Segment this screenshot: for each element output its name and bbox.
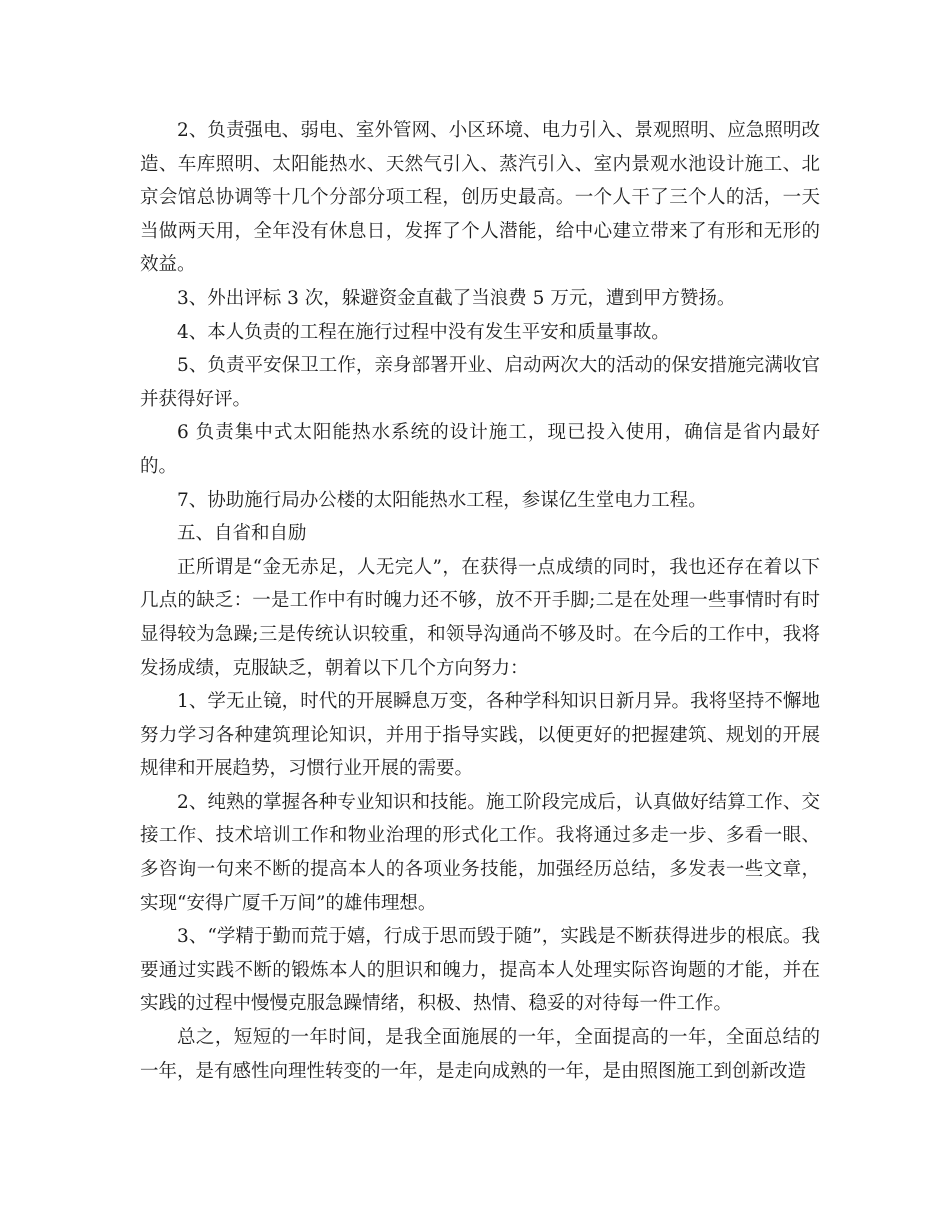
paragraph-item-5-security: 5、负责平安保卫工作，亲身部署开业、启动两次大的活动的保安措施完满收官并获得好评。 — [140, 355, 820, 410]
document-body — [140, 114, 820, 1088]
paragraph-plan-1-learning: 1、学无止镜，时代的开展瞬息万变，各种学科知识日新月异。我将坚持不懈地努力学习各种建筑理论知识，并用于指导实践，以便更好的把握建筑、规划的开展规律和开展趋势，习惯行业开展的需要。 — [140, 691, 820, 780]
paragraph-item-2-responsibilities: 2、负责强电、弱电、室外管网、小区环境、电力引入、景观照明、应急照明改造、车库照明、太阳能热水、天然气引入、蒸汽引入、室内景观水池设计施工、北京会馆总协调等十几个分部分项工程，创历史最高。一个人干了三个人的活，一天当做两天用，全年没有休息日，发挥了个人潜能，给中心建立带来了有形和无形的效益。 — [140, 120, 820, 276]
paragraph-item-4-safety: 4、本人负责的工程在施行过程中没有发生平安和质量事故。 — [177, 321, 670, 343]
paragraph-item-7-assist: 7、协助施行局办公楼的太阳能热水工程，参谋亿生堂电力工程。 — [177, 489, 707, 511]
section-heading-self-reflection: 五、自省和自励 — [177, 523, 307, 545]
paragraph-shortcomings: 正所谓是“金无赤足，人无完人”，在获得一点成绩的同时，我也还存在着以下几点的缺乏：一是工作中有时魄力还不够，放不开手脚;二是在处理一些事情时有时显得较为急躁;三是传统认识较重，和领导沟通尚不够及时。在今后的工作中，我将发扬成绩，克服缺乏，朝着以下几个方向努力： — [140, 556, 820, 679]
paragraph-plan-3-practice: 3、“学精于勤而荒于嬉，行成于思而毁于随”，实践是不断获得进步的根底。我要通过实践不断的锻炼本人的胆识和魄力，提高本人处理实际咨询题的才能，并在实践的过程中慢慢克服急躁情绪，积极、热情、稳妥的对待每一件工作。 — [140, 926, 820, 1015]
paragraph-summary: 总之，短短的一年时间，是我全面施展的一年，全面提高的一年，全面总结的一年，是有感性向理性转变的一年，是走向成熟的一年，是由照图施工到创新改造 — [140, 1027, 820, 1082]
paragraph-item-3-bidding: 3、外出评标 3 次，躲避资金直截了当浪费 5 万元，遭到甲方赞扬。 — [177, 287, 736, 309]
paragraph-plan-2-skills: 2、纯熟的掌握各种专业知识和技能。施工阶段完成后，认真做好结算工作、交接工作、技术培训工作和物业治理的形式化工作。我将通过多走一步、多看一眼、多咨询一句来不断的提高本人的各项业务技能，加强经历总结，多发表一些文章，实现“安得广厦千万间”的雄伟理想。 — [140, 791, 820, 914]
paragraph-item-6-solar-system: 6 负责集中式太阳能热水系统的设计施工，现已投入使用，确信是省内最好的。 — [140, 422, 820, 477]
